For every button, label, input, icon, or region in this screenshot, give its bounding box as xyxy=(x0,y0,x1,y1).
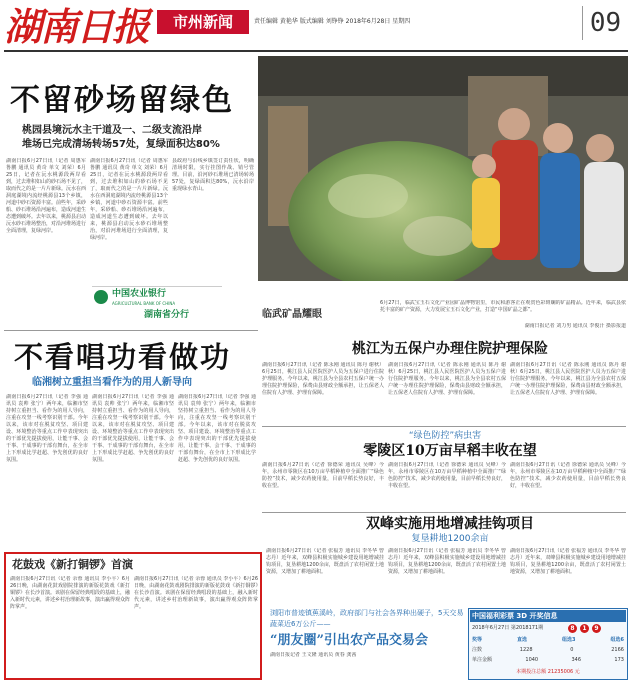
story6-body-col2: 湖南日报6月27日讯（记者 张福芳 通讯员 李冬华 曾志丹）近年来，双峰县积极实施城乡建设用地增减挂钩项目，复垦耕地1200余亩，既盘活了农村闲置土地资源，又增加了耕地面积。 xyxy=(388,548,506,575)
story4-body-col3: 湖南日报6月27日讯（记者 陈永刚 通讯员 陈丹 谢秋）6月25日，桃江县人民医院医护人员为五保户进行住院护理服务。今年以来，桃江县为全县农村五保户统一办理住院护理保险，保费由县财政全额承担，让五保老人住院有人护理、护理有保障。 xyxy=(510,362,626,396)
lottery-cell: 直选 xyxy=(517,637,528,643)
story1-subhead2: 堆场已完成清场转场57处，复绿面积达80% xyxy=(22,139,220,150)
story2-headline: 不看唱功看做功 xyxy=(14,340,232,374)
lottery-title: 中国福利彩票 3D 开奖信息 xyxy=(472,612,558,620)
story7-body-col2: 湖南日报6月27日讯（记者 余蓉 通讯员 李小平）6月26日晚，由湖南花鼓戏剧院排演的新版花鼓戏《新打铜锣》在长沙首演。该剧在保留经典唱段的基础上，融入新时代元素，讲述乡村治理新故事，演出赢得观众阵阵掌声。 xyxy=(134,576,258,610)
lottery-issue: 2018年6月27日 第2018171期 xyxy=(472,625,544,631)
story6-body-col3: 湖南日报6月27日讯（记者 张福芳 通讯员 李冬华 曾志丹）近年来，双峰县积极实施城乡建设用地增减挂钩项目，复垦耕地1200余亩，既盘活了农村闲置土地资源，又增加了耕地面积。 xyxy=(510,548,626,575)
lottery-cell: 2166 xyxy=(611,647,624,653)
story1-subhead1: 桃园县境沅水主干道及一、二级支流沿岸 xyxy=(22,125,202,136)
bank-name-en: AGRICULTURAL BANK OF CHINA xyxy=(112,301,176,306)
story5-body: 湖南日报6月27日讯（记者 徐德荣 通讯员 吴峰）今年，永州市零陵区在10万亩早稻种植中全面推广“绿色防控”技术，减少农药使用量，目前早稻长势良好，丰收在望。 xyxy=(262,462,384,489)
lottery-table-row xyxy=(472,646,624,654)
header-meta: 责任编辑 黄艳华 版式编辑 刘铮铮 2018年6月28日 星期四 xyxy=(254,18,411,25)
story2-body: 湖南日报6月27日讯（记者 李强 通讯员 袁帅 张宁）两年来，临湘市坚持树立重担当、看作为的用人导向，注重在攻坚一线考察识别干部。今年以来，该市对在脱贫攻坚、项目建设、环境整治等重点工作中表现突出的干部优先提拔使用，让能干事、会干事、干成事的干部有舞台，在全市上下形成比学赶超、争先创优的良好氛围。 xyxy=(6,394,88,463)
lottery-footer: 本期投注总额 21235006 元 xyxy=(516,669,580,675)
lottery-cell: 组选3 xyxy=(562,637,576,643)
story8-headline: “朋友圈”引出农产品交易会 xyxy=(270,633,428,648)
story1-body-col3: 县政府与沿线乡镇签订责任状，明确清场时限，实行挂图作战、销号管理。目前，沿河砂石堆场已清场转场57处，复绿面积达80%，沅水沿岸重现绿水青山。 xyxy=(172,158,254,192)
photo-caption: 6月27日，临武宝玉石文化产业园矿晶博物馆里，市民和游客正在观赏色彩斑斓的矿晶精品。近年来，临武县依托丰富的矿产资源，大力发展宝玉石文化产业，打造“中国矿晶之都”。 xyxy=(380,300,626,313)
story1-body-col2: 湖南日报6月27日讯（记者 周惠军 鲁鹏 通讯员 黄奇 单文 刘荣）6月25日，记者在沅水桃源段两岸看到，过去堆积如山的砂石场不见了，取而代之的是一片片新绿。沅水在西洞庭湖境内流经桃源县13个乡镇，河道中砂石资源丰富。前些年，采砂船、砂石堆场沿河遍布，造成河道生态遭到破坏。去年以来，桃源县启动沅水砂石堆场整治，对沿河堆场进行全面清理，复绿河岸。 xyxy=(90,158,168,241)
lottery-table-row xyxy=(472,656,624,664)
section-tag: 市州新闻 xyxy=(157,10,249,34)
story5-headline: 零陵区10万亩早稻丰收在望 xyxy=(363,443,537,459)
story8-body: 湖南日报记者 王文隆 通讯员 黄春 龚茜 xyxy=(270,652,357,658)
story2-body-col3: 湖南日报6月27日讯（记者 李强 通讯员 袁帅 张宁）两年来，临湘市坚持树立重担当、看作为的用人导向，注重在攻坚一线考察识别干部。今年以来，该市对在脱贫攻坚、项目建设、环境整治等重点工作中表现突出的干部优先提拔使用，让能干事、会干事、干成事的干部有舞台，在全市上下形成比学赶超、争先创优的良好氛围。 xyxy=(178,394,256,463)
newspaper-masthead-logo: 湖南日报 xyxy=(4,4,149,49)
news-photo xyxy=(258,56,628,306)
story5-kicker: “绿色防控”病虫害 xyxy=(408,431,482,441)
story2-body-col2: 湖南日报6月27日讯（记者 李强 通讯员 袁帅 张宁）两年来，临湘市坚持树立重担当、看作为的用人导向，注重在攻坚一线考察识别干部。今年以来，该市对在脱贫攻坚、项目建设、环境整治等重点工作中表现突出的干部优先提拔使用，让能干事、会干事、干成事的干部有舞台，在全市上下形成比学赶超、争先创优的良好氛围。 xyxy=(92,394,174,463)
story7-body: 湖南日报6月27日讯（记者 余蓉 通讯员 李小平）6月26日晚，由湖南花鼓戏剧院排演的新版花鼓戏《新打铜锣》在长沙首演。该剧在保留经典唱段的基础上，融入新时代元素，讲述乡村治理新故事，演出赢得观众阵阵掌声。 xyxy=(10,576,130,610)
photo-credit: 湖南日报记者 刘力男 通讯员 李俊汗 摄影报道 xyxy=(524,323,626,329)
lottery-cell: 单注金额 xyxy=(472,657,493,663)
story6-headline: 双峰实施用地增减挂钩项目 xyxy=(366,516,534,532)
story5-body-col2: 湖南日报6月27日讯（记者 徐德荣 通讯员 吴峰）今年，永州市零陵区在10万亩早稻种植中全面推广“绿色防控”技术，减少农药使用量，目前早稻长势良好，丰收在望。 xyxy=(388,462,506,489)
lottery-cell: 注数 xyxy=(472,647,483,653)
news-photo-image xyxy=(258,56,628,306)
divider xyxy=(262,426,626,427)
lottery-ball: 1 xyxy=(580,624,589,633)
lottery-table-head xyxy=(472,636,624,644)
divider xyxy=(262,512,626,513)
lottery-cell: 173 xyxy=(614,657,624,663)
bank-name: 中国农业银行 xyxy=(112,289,167,299)
lottery-cell: 346 xyxy=(571,657,582,663)
story1-headline: 不留砂场留绿色 xyxy=(10,83,234,118)
lottery-ball: 8 xyxy=(568,624,577,633)
header-divider xyxy=(4,50,628,52)
bank-logo-icon xyxy=(94,290,108,304)
lottery-cell: 奖等 xyxy=(472,637,483,643)
story1-body: 湖南日报6月27日讯（记者 周惠军 鲁鹏 通讯员 黄奇 单文 刘荣）6月25日，记者在沅水桃源段两岸看到，过去堆积如山的砂石场不见了，取而代之的是一片片新绿。沅水在西洞庭湖境内流经桃源县13个乡镇，河道中砂石资源丰富。前些年，采砂船、砂石堆场沿河遍布，造成河道生态遭到破坏。去年以来，桃源县启动沅水砂石堆场整治，对沿河堆场进行全面清理，复绿河岸。 xyxy=(6,158,86,234)
lottery-cell: 1040 xyxy=(525,657,539,663)
photo-caption-title: 临武矿晶耀眼 xyxy=(262,309,322,320)
lottery-cell: 0 xyxy=(570,647,574,653)
bank-branch: 湖南省分行 xyxy=(144,310,190,320)
page-number: 09 xyxy=(582,6,628,40)
story8-kicker: 浏阳市普迹镇蕉溪岭，政府部门与社会各界种出硬子，5天交易蔬菜近6万公斤—— xyxy=(270,609,464,628)
story6-subhead: 复垦耕地1200余亩 xyxy=(411,534,489,544)
lottery-cell: 组选6 xyxy=(610,637,624,643)
story4-body: 湖南日报6月27日讯（记者 陈永刚 通讯员 陈丹 谢秋）6月25日，桃江县人民医院医护人员为五保户进行住院护理服务。今年以来，桃江县为全县农村五保户统一办理住院护理保险，保费由县财政全额承担，让五保老人住院有人护理、护理有保障。 xyxy=(262,362,384,396)
story7-headline: 花鼓戏《新打铜锣》首演 xyxy=(12,558,133,571)
divider xyxy=(4,330,258,331)
story4-body-col2: 湖南日报6月27日讯（记者 陈永刚 通讯员 陈丹 谢秋）6月25日，桃江县人民医院医护人员为五保户进行住院护理服务。今年以来，桃江县为全县农村五保户统一办理住院护理保险，保费由县财政全额承担，让五保老人住院有人护理、护理有保障。 xyxy=(388,362,506,396)
story5-body-col3: 湖南日报6月27日讯（记者 徐德荣 通讯员 吴峰）今年，永州市零陵区在10万亩早稻种植中全面推广“绿色防控”技术，减少农药使用量，目前早稻长势良好，丰收在望。 xyxy=(510,462,626,489)
story6-body: 湖南日报6月27日讯（记者 张福芳 通讯员 李冬华 曾志丹）近年来，双峰县积极实施城乡建设用地增减挂钩项目，复垦耕地1200余亩，既盘活了农村闲置土地资源，又增加了耕地面积。 xyxy=(266,548,384,575)
lottery-ball: 9 xyxy=(592,624,601,633)
story4-headline: 桃江为五保户办理住院护理保险 xyxy=(352,341,548,357)
story2-subhead: 临湘树立重担当看作为的用人新导向 xyxy=(32,377,192,388)
lottery-cell: 1228 xyxy=(519,647,533,653)
